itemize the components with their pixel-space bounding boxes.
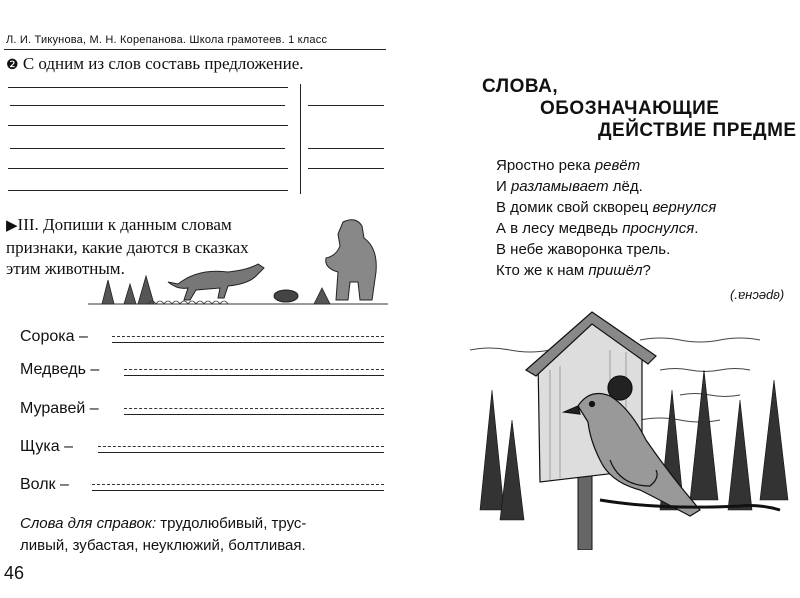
- animal-name: Муравей: [20, 400, 86, 417]
- animal-row-muravey: [20, 400, 99, 418]
- task-3-line-3: этим животным.: [6, 259, 125, 278]
- writing-line: [8, 190, 288, 191]
- forest-animals-illustration: [88, 212, 388, 312]
- task-3-line-2: признаки, какие даются в сказках: [6, 238, 249, 257]
- poem-line-3: В домик свой скворец вернулся: [496, 199, 717, 216]
- animal-name: Сорока: [20, 328, 75, 345]
- poem-line-1: Яростно река ревёт: [496, 157, 641, 174]
- answer-line-medved-2[interactable]: [124, 375, 384, 376]
- animal-name: Медведь: [20, 361, 86, 378]
- task-3-line-1: III. Допиши к данным словам: [17, 215, 232, 234]
- writing-line: [8, 125, 288, 126]
- fox-icon: [168, 264, 264, 300]
- bear-icon: [326, 220, 377, 300]
- writing-line: [8, 168, 288, 169]
- answer-line-volk[interactable]: [92, 484, 384, 485]
- writing-line: [308, 148, 384, 149]
- title-line-3: ДЕЙСТВИЕ ПРЕДМЕ: [598, 120, 797, 141]
- answer-line-soroka[interactable]: [112, 336, 384, 337]
- title-line-2: ОБОЗНАЧАЮЩИЕ: [540, 98, 720, 119]
- writing-divider: [300, 84, 301, 194]
- animal-sep: –: [60, 476, 69, 493]
- poem: [496, 155, 716, 281]
- task-3-marker: ▶: [6, 218, 18, 234]
- animal-sep: –: [90, 361, 100, 378]
- writing-line: [10, 148, 285, 149]
- reference-text-1: трудолюбивый, трус-: [156, 515, 307, 532]
- animal-name: Волк: [20, 476, 56, 493]
- reference-words: [20, 513, 390, 557]
- writing-line: [308, 105, 384, 106]
- upside-down-answer: (.ɐнɔǝdʚ): [730, 287, 785, 302]
- answer-line-shchuka-2[interactable]: [98, 452, 384, 453]
- poem-line-6: Кто же к нам пришёл?: [496, 262, 651, 279]
- animal-sep: –: [89, 400, 99, 417]
- writing-line: [308, 168, 384, 169]
- reference-label: Слова для справок:: [20, 515, 157, 532]
- reference-text-2: ливый, зубастая, неуклюжий, болтливая.: [20, 537, 306, 554]
- title-line-1: СЛОВА,: [482, 76, 559, 97]
- answer-line-muravey[interactable]: [124, 408, 384, 409]
- answer-line-medved[interactable]: [124, 369, 384, 370]
- task-2: [6, 53, 304, 76]
- header-rule: [4, 49, 386, 50]
- animal-row-medved: [20, 361, 99, 379]
- writing-line: [10, 105, 285, 106]
- answer-line-muravey-2[interactable]: [124, 414, 384, 415]
- writing-line: [8, 87, 288, 88]
- poem-line-5: В небе жаворонка трель.: [496, 241, 671, 258]
- birdhouse-starling-illustration: [460, 310, 800, 550]
- page-header: Л. И. Тикунова, М. Н. Корепанова. Школа грамотеев. 1 класс: [6, 34, 328, 46]
- answer-line-volk-2[interactable]: [92, 490, 384, 491]
- poem-line-2: И разламывает лёд.: [496, 178, 643, 195]
- animal-sep: –: [64, 438, 73, 455]
- hedgehog-icon: [274, 290, 298, 302]
- animal-row-soroka: [20, 328, 88, 346]
- answer-line-shchuka[interactable]: [98, 446, 384, 447]
- animal-sep: –: [78, 328, 88, 345]
- animal-name: Щука: [20, 438, 60, 455]
- animal-row-volk: [20, 476, 69, 494]
- task-2-text: С одним из слов составь предложение.: [22, 54, 304, 73]
- answer-line-soroka-2[interactable]: [112, 342, 384, 343]
- task-2-marker: ❷: [6, 58, 19, 73]
- page-number: 46: [4, 563, 25, 583]
- poem-line-4: А в лесу медведь проснулся.: [496, 220, 699, 237]
- animal-row-shchuka: [20, 438, 73, 456]
